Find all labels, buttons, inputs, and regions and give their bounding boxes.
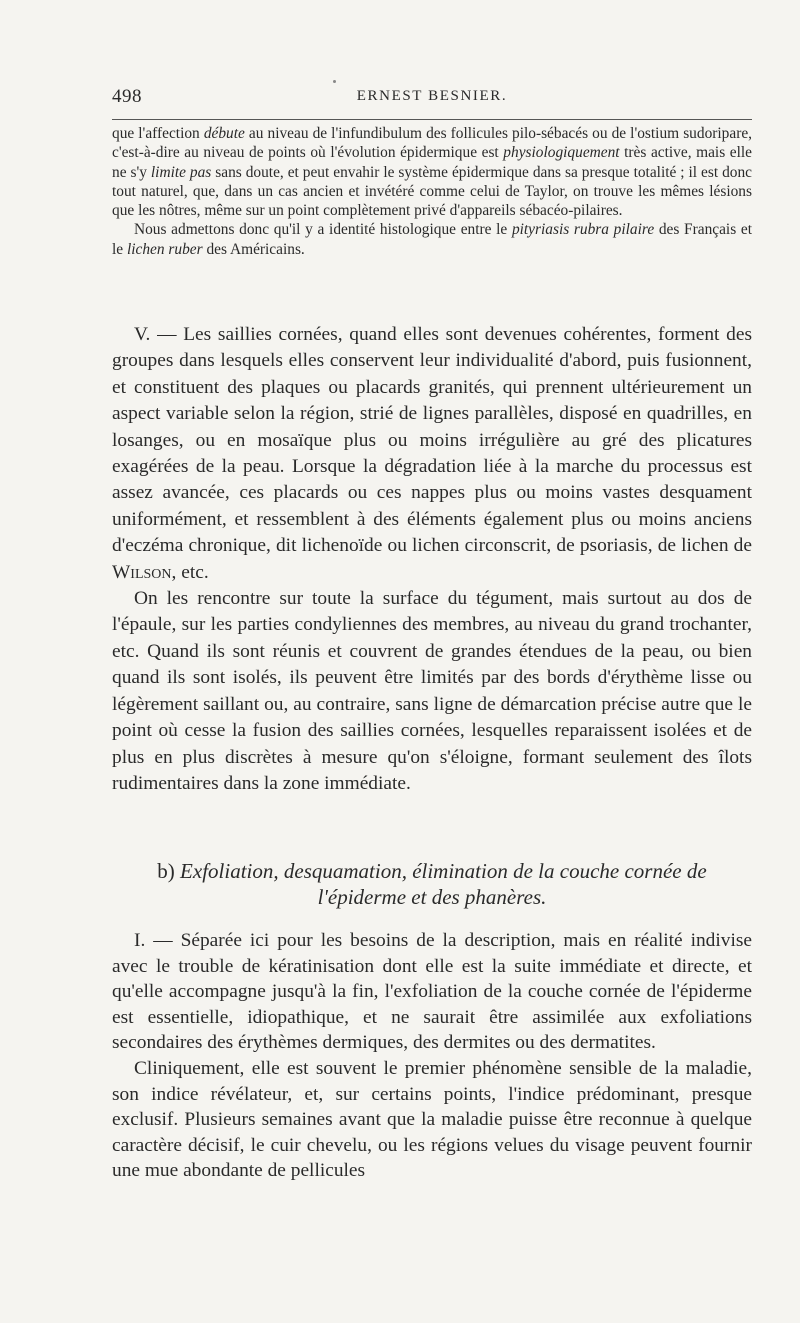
paragraph: Cliniquement, elle est souvent le premier phénomène sensible de la maladie, son indice révélateur, et, sur certains points, l'indice prédominant, presque exclusif. Plusieurs semaines avant que la maladie puisse être reconnue à quelque caractère décisif, le cuir chevelu, ou les régions velues du visage peuvent fournir une mue abondante de pellicules xyxy=(112,1057,752,1182)
paragraph: On les rencontre sur toute la surface du tégument, mais surtout au dos de l'épaule, sur les parties condyliennes des membres, au niveau du grand trochanter, etc. Quand ils sont réunis et couvrent de grandes étendues de la peau, ou bien quand ils sont isolés, ils peuvent être limités par des bords d'érythème lisse ou légèrement saillant ou, au contraire, sans ligne de démarcation précise autre que le point où cesse la fusion des saillies cornées, lesquelles reparaissent isolées et de plus en plus discrètes à mesure qu'on s'éloigne, formant seulement des îlots rudimentaires dans la zone immédiate. xyxy=(112,588,752,794)
section-v-text xyxy=(112,322,752,797)
running-head xyxy=(112,86,752,110)
page-number: 498 xyxy=(112,86,142,107)
header-rule xyxy=(112,119,752,120)
running-head-author: ERNEST BESNIER. xyxy=(356,88,508,104)
ink-speck xyxy=(333,80,336,83)
section-heading: b) Exfoliation, desquamation, élimination de la couche cornée de l'épiderme et des phanères. xyxy=(157,859,707,909)
small-print-block xyxy=(112,124,752,259)
paragraph: que l'affection débute au niveau de l'infundibulum des follicules pilo-sébacés ou de l'ostium sudoripare, c'est-à-dire au niveau de points où l'évolution épidermique est physiologiquement très active, mais elle ne s'y limite pas sans doute, et peut envahir le système épidermique dans sa presque totalité ; il est donc tout naturel, que, dans un cas ancien et invétéré comme celui de Taylor, on trouve les mêmes lésions que les nôtres, même sur un point complètement privé d'appareils sébacéo-pilaires. xyxy=(112,125,753,220)
paragraph: Nous admettons donc qu'il y a identité histologique entre le pityriasis rubra pilaire des Français et le lichen ruber des Américains. xyxy=(112,221,752,258)
paragraph: I. — Séparée ici pour les besoins de la description, mais en réalité indivise avec le trouble de kératinisation dont elle est la suite immédiate et directe, et qu'elle accompagne jusqu'à la fin, l'exfoliation de la couche cornée de l'épiderme est essentielle, idiopathique, et ne saurait être assimilée aux exfoliations secondaires des érythèmes dermiques, des dermites ou des dermatites. xyxy=(112,930,752,1054)
paragraph: V. — Les saillies cornées, quand elles sont devenues cohérentes, forment des groupes dans lesquels elles conservent leur individualité d'abord, puis fusionnent, et constituent des plaques ou placards granités, qui prennent ultérieurement un aspect variable selon la région, strié de lignes parallèles, disposé en quadrilles, en losanges, ou en mosaïque plus ou moins irrégulière au gré des plicatures exagérées de la peau. Lorsque la dégradation liée à la marche du processus est assez avancée, ces placards ou ces nappes plus ou moins vastes desquament uniformément, et ressemblent à des éléments également plus ou moins anciens d'eczéma chronique, dit lichenoïde ou lichen circonscrit, de psoriasis, de lichen de Wilson, etc. xyxy=(112,324,752,583)
section-b-text xyxy=(112,928,752,1184)
